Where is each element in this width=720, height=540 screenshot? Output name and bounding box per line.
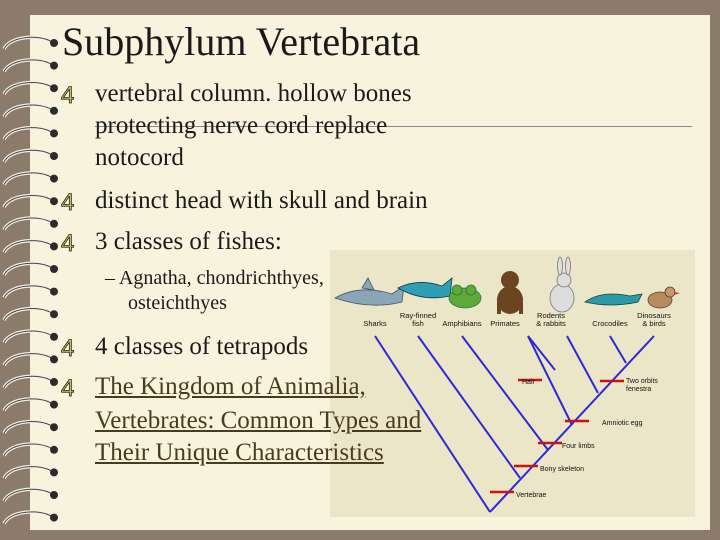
slide-title: Subphylum Vertebrata [62, 19, 421, 64]
tree-branch [567, 336, 598, 393]
trait-label: Hair [522, 379, 535, 386]
taxon-label: Rodents [537, 311, 565, 320]
phylogeny-diagram [330, 250, 695, 517]
binding-ring [4, 263, 58, 275]
binding-ring [4, 150, 58, 162]
binding-ring [4, 128, 58, 140]
binding-ring [4, 218, 58, 230]
svg-text:4: 4 [61, 82, 75, 108]
tree-branch [462, 336, 548, 450]
binding-ring [4, 105, 58, 117]
taxon-label: & birds [642, 319, 666, 328]
rabbit-icon [550, 257, 574, 312]
binding-ring [4, 444, 58, 456]
binding-ring [4, 37, 58, 49]
trait-label: Two orbits [626, 378, 658, 385]
binding-ring [4, 82, 58, 94]
bird-icon [648, 287, 680, 308]
bullet-4-icon [58, 228, 84, 256]
binding-ring [4, 308, 58, 320]
binding-ring [4, 376, 58, 388]
svg-text:4: 4 [61, 230, 75, 256]
bullet-4-icon [58, 80, 84, 108]
shark-icon [335, 278, 404, 305]
animalia-link-line-2[interactable]: Vertebrates: Common Types and [95, 407, 422, 434]
trait-label: Amniotic egg [602, 420, 643, 427]
taxon-label: Sharks [363, 319, 387, 328]
binding-ring [4, 399, 58, 411]
animalia-link-line-1[interactable]: The Kingdom of Animalia, [95, 373, 366, 400]
svg-text:4: 4 [61, 375, 75, 401]
taxon-label: & rabbits [536, 319, 566, 328]
taxon-label: Primates [490, 319, 520, 328]
binding-ring [4, 489, 58, 501]
binding-ring [4, 467, 58, 479]
binding-ring [4, 421, 58, 433]
bullet-4-icon [58, 373, 84, 401]
svg-text:4: 4 [61, 189, 75, 215]
bullet-vertebral-line-3: notocord [95, 144, 184, 171]
bullet-tetrapods: 4 classes of tetrapods [95, 333, 309, 360]
tree-branch [610, 336, 626, 363]
sub-bullet-line-2: osteichthyes [128, 292, 227, 314]
bullet-vertebral-line-2: protecting nerve cord replace [95, 112, 388, 139]
crocodile-icon [585, 294, 642, 305]
bullet-fish-classes: 3 classes of fishes: [95, 228, 282, 255]
binding-ring [4, 354, 58, 366]
binding-ring [4, 241, 58, 253]
frog-icon [449, 285, 481, 308]
bullet-vertebral-line-1: vertebral column. hollow bones [95, 80, 412, 107]
animalia-link-line-3[interactable]: Their Unique Characteristics [95, 439, 384, 466]
binding-ring [4, 286, 58, 298]
trait-label: fenestra [626, 386, 652, 393]
primate-icon [497, 271, 523, 314]
bullet-4-icon [58, 333, 84, 361]
trait-label: Bony skeleton [540, 466, 584, 473]
taxon-label: fish [412, 319, 424, 328]
sub-bullet-line-1: – Agnatha, chondrichthyes, [105, 267, 324, 289]
binding-ring [4, 60, 58, 72]
binding-ring [4, 195, 58, 207]
binding-ring [4, 331, 58, 343]
binding-ring [4, 173, 58, 185]
trait-label: Four limbs [562, 443, 595, 450]
bullet-4-icon [58, 187, 84, 215]
taxon-label: Crocodiles [592, 319, 628, 328]
tree-branch [418, 336, 520, 478]
trait-label: Vertebrae [516, 492, 547, 499]
taxon-label: Dinosaurs [637, 311, 671, 320]
bullet-head-skull: distinct head with skull and brain [95, 187, 428, 214]
fish-icon [398, 278, 452, 298]
svg-text:4: 4 [61, 335, 75, 361]
binding-ring [4, 512, 58, 524]
taxon-label: Ray-finned [399, 311, 437, 320]
taxon-label: Amphibians [442, 319, 482, 328]
